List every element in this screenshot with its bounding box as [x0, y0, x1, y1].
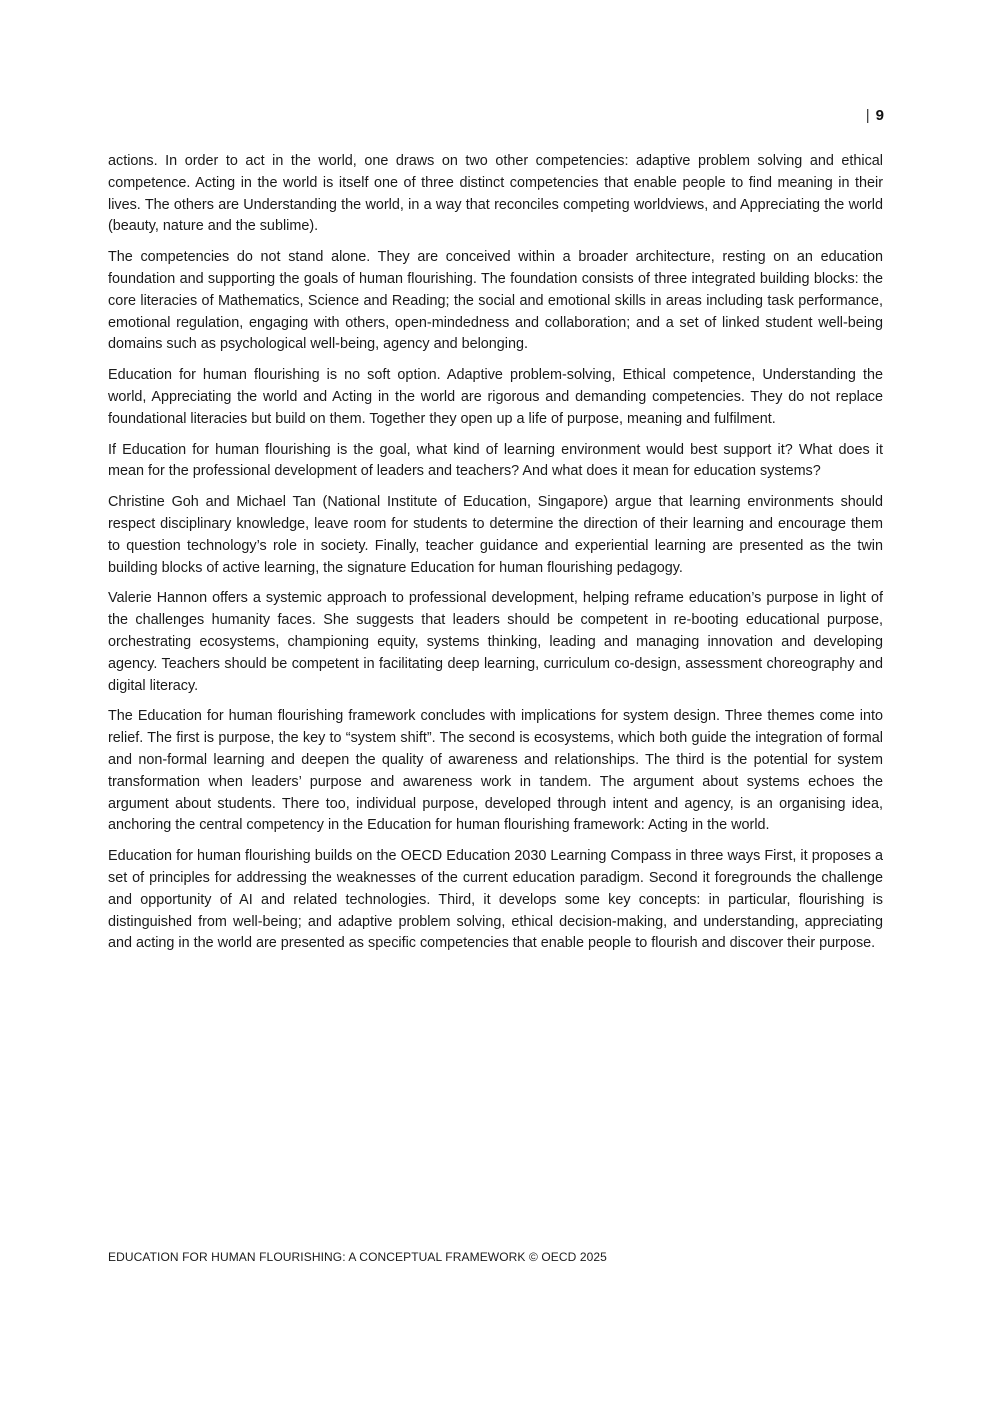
- paragraph: If Education for human flourishing is the goal, what kind of learning environment would best support it? What does it mean for the professional development of leaders and teachers? And what does it mean for education systems?: [108, 441, 883, 480]
- paragraph: Christine Goh and Michael Tan (National Institute of Education, Singapore) argue that learning environments should respect disciplinary knowledge, leave room for students to determine the direction of their learning and encourage them to question technology’s role in society. Finally, teacher guidance and experiential learning are presented as the twin building blocks of active learning, the signature Education for human flourishing pedagogy.: [108, 494, 883, 576]
- page-number: 9: [875, 107, 884, 124]
- page-footer: EDUCATION FOR HUMAN FLOURISHING: A CONCEPTUAL FRAMEWORK © OECD 2025: [108, 1250, 607, 1264]
- paragraph: actions. In order to act in the world, one draws on two other competencies: adaptive problem solving and ethical competence. Acting in the world is itself one of three distinct competencies that enable people to find meaning in their lives. The others are Understanding the world, in a way that reconciles competing worldviews, and Appreciating the world (beauty, nature and the sublime).: [108, 153, 883, 235]
- paragraph: The competencies do not stand alone. They are conceived within a broader architecture, resting on an education foundation and supporting the goals of human flourishing. The foundation consists of three integrated building blocks: the core literacies of Mathematics, Science and Reading; the social and emotional skills in areas including task performance, emotional regulation, engaging with others, open-mindedness and collaboration; and a set of linked student well-being domains such as psychological well-being, agency and belonging.: [108, 249, 883, 353]
- paragraph: Education for human flourishing is no soft option. Adaptive problem-solving, Ethical competence, Understanding the world, Appreciating the world and Acting in the world are rigorous and demanding competencies. They do not replace foundational literacies but build on them. Together they open up a life of purpose, meaning and fulfilment.: [108, 367, 883, 427]
- paragraph: Education for human flourishing builds on the OECD Education 2030 Learning Compass in three ways First, it proposes a set of principles for addressing the weaknesses of the current education paradigm. Second it foregrounds the challenge and opportunity of AI and related technologies. Third, it develops some key concepts: in particular, flourishing is distinguished from well-being; and adaptive problem solving, ethical decision-making, and understanding, appreciating and acting in the world are presented as specific competencies that enable people to flourish and discover their purpose.: [108, 848, 883, 952]
- header-separator: |: [865, 107, 870, 124]
- paragraph: Valerie Hannon offers a systemic approach to professional development, helping reframe education’s purpose in light of the challenges humanity faces. She suggests that leaders should be competent in re-booting educational purpose, orchestrating ecosystems, championing equity, systems thinking, leading and managing innovation and developing agency. Teachers should be competent in facilitating deep learning, curriculum co-design, assessment choreography and digital literacy.: [108, 590, 883, 694]
- paragraph: The Education for human flourishing framework concludes with implications for system design. Three themes come into relief. The first is purpose, the key to “system shift”. The second is ecosystems, which both guide the integration of formal and non-formal learning and deepen the quality of awareness and relationships. The third is the potential for system transformation when leaders’ purpose and awareness work in tandem. The argument about systems echoes the argument about students. There too, individual purpose, developed through intent and agency, is an organising idea, anchoring the central competency in the Education for human flourishing framework: Acting in the world.: [108, 708, 883, 834]
- body-text: [108, 151, 883, 964]
- page-number-header: [866, 106, 884, 126]
